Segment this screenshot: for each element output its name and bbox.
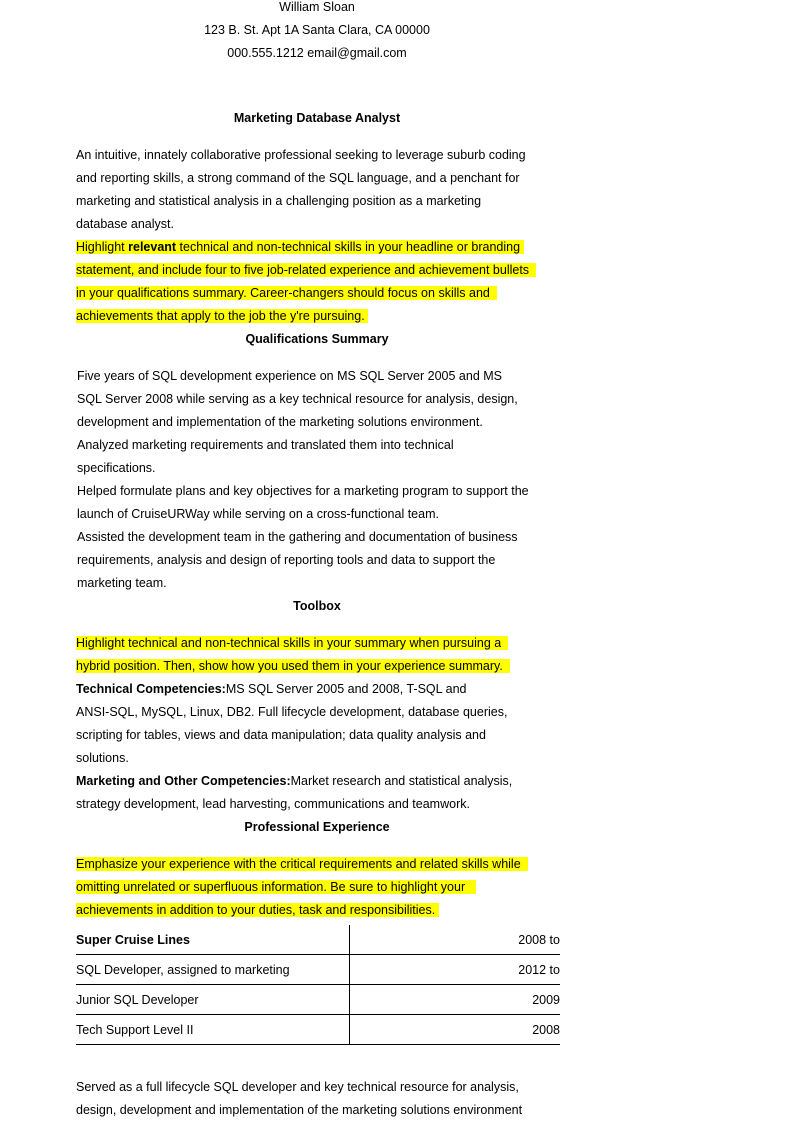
toolbox-heading: Toolbox xyxy=(293,599,341,613)
qualification-line: launch of CruiseURWay while serving on a cross-functional team. xyxy=(77,507,439,521)
tip-text: in your qualifications summary. Career-changers should focus on skills and xyxy=(76,286,490,300)
table-row xyxy=(76,955,560,985)
qualifications-heading: Qualifications Summary xyxy=(245,332,389,346)
tip-text: hybrid position. Then, show how you used them in your experience summary. xyxy=(76,659,503,673)
tip-text: technical and non-technical skills in your headline or branding xyxy=(176,240,521,254)
qualification-line: marketing team. xyxy=(77,576,167,590)
marketing-competencies-text: Market research and statistical analysis, xyxy=(290,774,513,788)
tip-text: Highlight technical and non-technical skills in your summary when pursuing a xyxy=(76,636,502,650)
experience-tip-line xyxy=(76,899,439,922)
qualification-line: Five years of SQL development experience on MS SQL Server 2005 and MS xyxy=(77,369,502,383)
job-title: Junior SQL Developer xyxy=(76,985,350,1015)
tip-headline-line xyxy=(76,259,536,282)
marketing-competencies-line xyxy=(76,770,512,793)
summary-line: database analyst. xyxy=(76,217,174,231)
technical-competencies-line xyxy=(76,678,466,701)
experience-table xyxy=(76,925,560,1045)
table-row xyxy=(76,985,560,1015)
technical-competencies-text: MS SQL Server 2005 and 2008, T-SQL and xyxy=(225,682,467,696)
summary-line: and reporting skills, a strong command of the SQL language, and a penchant for xyxy=(76,171,520,185)
tip-bold-text: relevant xyxy=(128,240,177,254)
tip-text: Emphasize your experience with the critical requirements and related skills while xyxy=(76,857,521,871)
date-range: 2009 xyxy=(532,992,560,1007)
tip-text: statement, and include four to five job-related experience and achievement bullets xyxy=(76,263,530,277)
experience-description-line: design, development and implementation of the marketing solutions environment xyxy=(76,1103,523,1117)
qualification-line: Helped formulate plans and key objectives for a marketing program to support the xyxy=(77,484,529,498)
summary-line: marketing and statistical analysis in a challenging position as a marketing xyxy=(76,194,482,208)
experience-description-line: Served as a full lifecycle SQL developer and key technical resource for analysis, xyxy=(76,1080,519,1094)
candidate-address: 123 B. St. Apt 1A Santa Clara, CA 00000 xyxy=(204,23,430,37)
tip-headline-line xyxy=(76,236,524,259)
job-title: Tech Support Level II xyxy=(76,1015,350,1045)
qualification-line: SQL Server 2008 while serving as a key technical resource for analysis, design, xyxy=(77,392,518,406)
experience-heading: Professional Experience xyxy=(244,820,390,834)
tip-text: achievements that apply to the job the y're pursuing. xyxy=(76,309,365,323)
tip-headline-line xyxy=(76,305,368,328)
employer-name xyxy=(76,925,350,955)
summary-line: An intuitive, innately collaborative professional seeking to leverage suburb coding xyxy=(76,148,526,162)
qualification-line: Assisted the development team in the gathering and documentation of business xyxy=(77,530,518,544)
qualification-line: requirements, analysis and design of reporting tools and data to support the xyxy=(77,553,496,567)
tip-text: omitting unrelated or superfluous information. Be sure to highlight your xyxy=(76,880,466,894)
date-range: 2008 xyxy=(532,1022,560,1037)
tip-headline-line xyxy=(76,282,497,305)
toolbox-tip-line xyxy=(76,632,508,655)
candidate-phone-email: 000.555.1212 email@gmail.com xyxy=(227,46,407,60)
qualification-line: Analyzed marketing requirements and translated them into technical xyxy=(77,438,454,452)
technical-competencies-line: solutions. xyxy=(76,751,129,765)
job-title: SQL Developer, assigned to marketing xyxy=(76,955,350,985)
tip-text: achievements in addition to your duties, task and responsibilities. xyxy=(76,903,436,917)
resume-title: Marketing Database Analyst xyxy=(233,111,401,125)
table-row xyxy=(76,925,560,955)
marketing-competencies-label: Marketing and Other Competencies: xyxy=(76,774,291,788)
date-range: 2008 to xyxy=(518,932,560,947)
qualification-line: specifications. xyxy=(77,461,156,475)
marketing-competencies-line: strategy development, lead harvesting, communications and teamwork. xyxy=(76,797,470,811)
toolbox-tip-line xyxy=(76,655,510,678)
candidate-name: William Sloan xyxy=(279,0,355,14)
table-row xyxy=(76,1015,560,1045)
technical-competencies-line: ANSI-SQL, MySQL, Linux, DB2. Full lifecycle development, database queries, xyxy=(76,705,508,719)
employer-name-text: Super Cruise Lines xyxy=(76,932,190,947)
technical-competencies-label: Technical Competencies: xyxy=(76,682,226,696)
qualification-line: development and implementation of the marketing solutions environment. xyxy=(77,415,483,429)
technical-competencies-line: scripting for tables, views and data manipulation; data quality analysis and xyxy=(76,728,486,742)
tip-text: Highlight xyxy=(76,240,129,254)
experience-tip-line xyxy=(76,853,528,876)
experience-tip-line xyxy=(76,876,476,899)
date-range: 2012 to xyxy=(518,962,560,977)
